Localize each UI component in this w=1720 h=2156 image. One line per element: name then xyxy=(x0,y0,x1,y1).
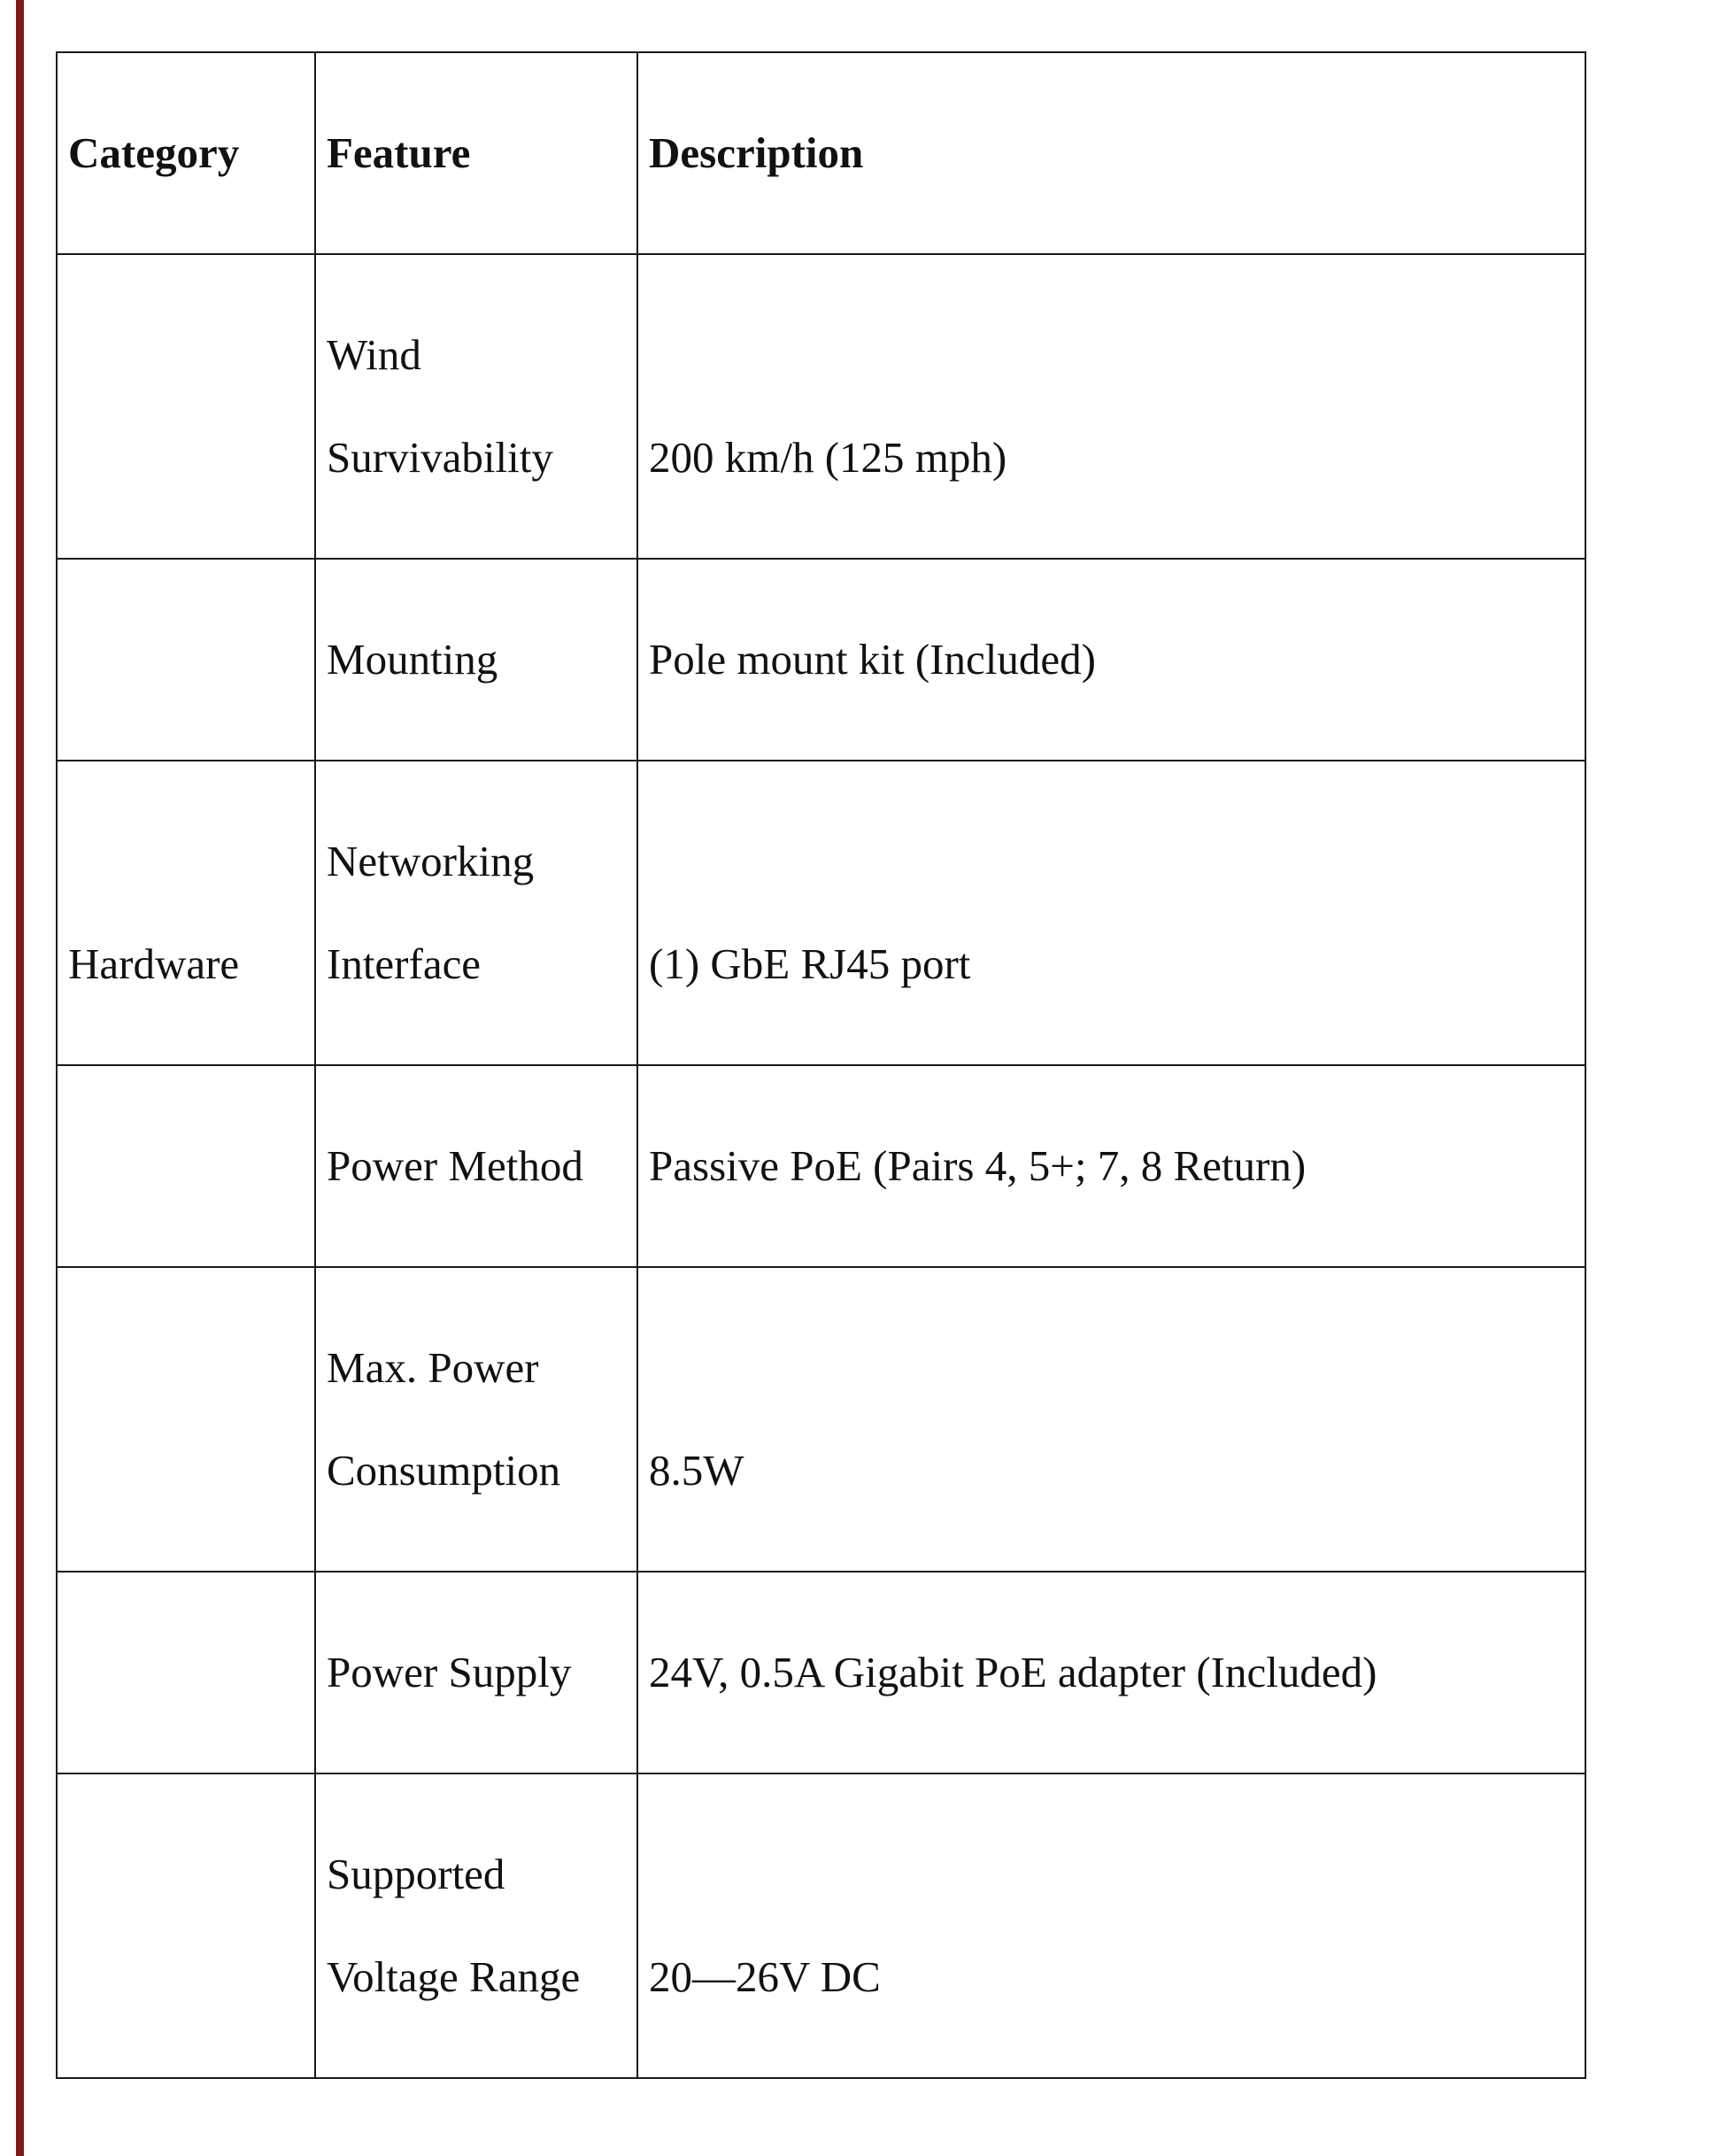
feature-cell xyxy=(315,1267,637,1572)
category-cell xyxy=(57,559,315,761)
column-header-description: Description xyxy=(637,52,1585,254)
feature-cell xyxy=(315,559,637,761)
feature-cell xyxy=(315,1572,637,1773)
description-cell xyxy=(637,1065,1585,1267)
description-text: 24V, 0.5A Gigabit PoE adapter (Included) xyxy=(649,1648,1377,1696)
category-cell xyxy=(57,254,315,559)
feature-line: Interface xyxy=(327,939,482,988)
hardware-spec-table xyxy=(56,51,1586,2079)
feature-line: Mounting xyxy=(327,635,498,684)
feature-line: Wind xyxy=(327,330,421,379)
description-cell xyxy=(637,1773,1585,2078)
description-text: Pole mount kit (Included) xyxy=(649,635,1096,684)
column-header-feature: Feature xyxy=(315,52,637,254)
category-label: Hardware xyxy=(68,939,240,988)
table-row xyxy=(57,1065,1585,1267)
description-text: 200 km/h (125 mph) xyxy=(649,433,1007,482)
feature-cell xyxy=(315,761,637,1065)
description-text: Passive PoE (Pairs 4, 5+; 7, 8 Return) xyxy=(649,1141,1307,1190)
description-cell xyxy=(637,1267,1585,1572)
category-cell xyxy=(57,1773,315,2078)
description-cell xyxy=(637,559,1585,761)
description-cell xyxy=(637,254,1585,559)
table-header-row xyxy=(57,52,1585,254)
feature-cell xyxy=(315,1065,637,1267)
description-cell xyxy=(637,761,1585,1065)
feature-line: Supported xyxy=(327,1850,505,1898)
description-cell xyxy=(637,1572,1585,1773)
feature-cell xyxy=(315,1773,637,2078)
feature-line: Power Supply xyxy=(327,1648,572,1696)
feature-line: Max. Power xyxy=(327,1343,539,1392)
table-row xyxy=(57,1572,1585,1773)
table-row xyxy=(57,559,1585,761)
feature-line: Power Method xyxy=(327,1141,583,1190)
page-margin-rule xyxy=(16,0,24,2156)
category-cell xyxy=(57,1572,315,1773)
feature-line: Voltage Range xyxy=(327,1952,581,2001)
table-row xyxy=(57,254,1585,559)
description-text: 20—26V DC xyxy=(649,1952,881,2001)
column-header-category: Category xyxy=(57,52,315,254)
feature-line: Networking xyxy=(327,837,535,885)
category-cell xyxy=(57,761,315,1065)
description-text: (1) GbE RJ45 port xyxy=(649,939,971,988)
table-row xyxy=(57,761,1585,1065)
feature-cell xyxy=(315,254,637,559)
category-cell xyxy=(57,1065,315,1267)
feature-line: Consumption xyxy=(327,1446,561,1495)
table-row xyxy=(57,1267,1585,1572)
table-row xyxy=(57,1773,1585,2078)
category-cell xyxy=(57,1267,315,1572)
feature-line: Survivability xyxy=(327,433,553,482)
description-text: 8.5W xyxy=(649,1446,744,1495)
